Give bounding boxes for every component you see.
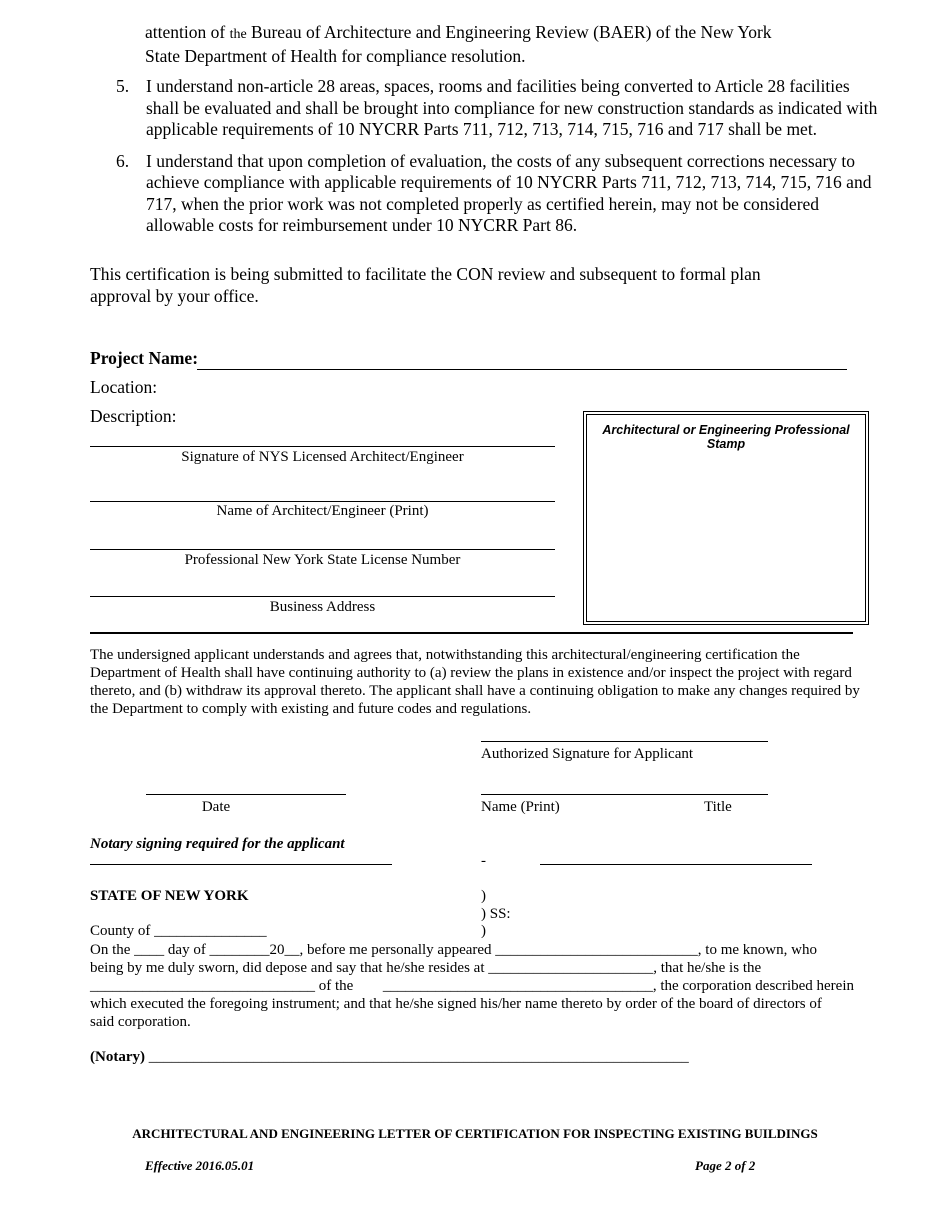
notary-body-line: On the ____ day of ________20__, before me personally appeared ___________________________, to me known, who (90, 942, 817, 958)
notary-body (90, 941, 860, 1031)
project-name-label: Project Name: (90, 348, 199, 368)
signature-caption: Signature of NYS Licensed Architect/Engineer (181, 449, 464, 465)
intro-line-1: attention of the Bureau of Architecture and Engineering Review (BAER) of the New York (145, 22, 772, 42)
footer-title: ARCHITECTURAL AND ENGINEERING LETTER OF CERTIFICATION FOR INSPECTING EXISTING BUILDINGS (132, 1126, 818, 1141)
notary-body-line: being by me duly sworn, did depose and say that he/she resides at ______________________, that he/she is the (90, 960, 762, 976)
address-line[interactable] (90, 596, 555, 597)
page-number: Page 2 of 2 (695, 1158, 756, 1173)
name-title-line[interactable] (481, 794, 768, 795)
license-line[interactable] (90, 549, 555, 550)
notary-line-left[interactable] (90, 864, 392, 865)
numbered-list (108, 76, 878, 247)
notary-body-line: which executed the foregoing instrument; and that he/she signed his/her name thereto by order of the board of directors of (90, 996, 822, 1012)
item-text: I understand non-article 28 areas, spaces, rooms and facilities being converted to Article 28 facilities shall be evaluated and shall be brought into compliance for new construction standards as indicated with applicable requirements of 10 NYCRR Parts 711, 712, 713, 714, 715, 716 and 717 shall be met. (146, 76, 878, 139)
ss-label: ) SS: (481, 906, 511, 922)
name-print-caption: Name of Architect/Engineer (Print) (216, 503, 429, 519)
name-print-caption-applicant: Name (Print) (481, 799, 560, 815)
license-caption: Professional New York State License Number (184, 552, 461, 568)
notary-signature-row (90, 1048, 689, 1066)
list-item (108, 76, 878, 141)
title-caption: Title (704, 799, 732, 815)
notary-dash: - (481, 853, 486, 869)
authorized-signature-caption: Authorized Signature for Applicant (481, 746, 694, 762)
date-caption: Date (201, 799, 231, 815)
county-field[interactable]: County of _______________ (90, 923, 267, 939)
date-line[interactable] (146, 794, 346, 795)
section-divider (90, 632, 853, 634)
item-text: I understand that upon completion of evaluation, the costs of any subsequent corrections necessary to achieve compliance with applicable requirements of 10 NYCRR Parts 711, 712, 713, 714, 715, 716 and 717, when the prior work was not completed properly as certified herein, may not be considered allowable costs for reimbursement under 10 NYCRR Part 86. (146, 150, 872, 235)
notary-signature-line[interactable]: ________________________________________________________________________ (148, 1049, 689, 1065)
project-name-field[interactable] (197, 369, 847, 370)
item-number: 6. (116, 150, 130, 171)
effective-date: Effective 2016.05.01 (145, 1158, 255, 1173)
signature-line[interactable] (90, 446, 555, 447)
notary-body-line: said corporation. (90, 1014, 191, 1030)
paren-3: ) (481, 923, 486, 939)
description-label: Description: (90, 406, 177, 426)
state-of-new-york: STATE OF NEW YORK (90, 888, 249, 904)
notary-body-line: ______________________________ of the ____________________________________, the corporation described herein (90, 978, 854, 994)
intro-paragraph (145, 22, 885, 67)
certification-statement: This certification is being submitted to facilitate the CON review and subsequent to formal plan approval by your office. (90, 264, 761, 306)
applicant-agreement: The undersigned applicant understands and agrees that, notwithstanding this architectural/engineering certification the Department of Health shall have continuing authority to (a) review the plans in existence and/or inspect the project with regard thereto, and (b) withdraw its approval thereto. The applicant shall have a continuing obligation to make any changes required by the Department to comply with existing and future codes and regulations. (90, 647, 860, 717)
professional-stamp-box (583, 411, 869, 625)
stamp-title: Architectural or Engineering Professional Stamp (602, 423, 850, 451)
authorized-signature-line[interactable] (481, 741, 768, 742)
location-label: Location: (90, 377, 158, 397)
list-item (108, 151, 878, 237)
address-caption: Business Address (269, 599, 376, 615)
notary-line-right[interactable] (540, 864, 812, 865)
intro-line-2: State Department of Health for compliance resolution. (145, 45, 526, 66)
item-number: 5. (116, 76, 130, 96)
notary-label: (Notary) (90, 1049, 145, 1065)
paren-1: ) (481, 888, 486, 904)
notary-required-note: Notary signing required for the applicant (90, 836, 345, 852)
